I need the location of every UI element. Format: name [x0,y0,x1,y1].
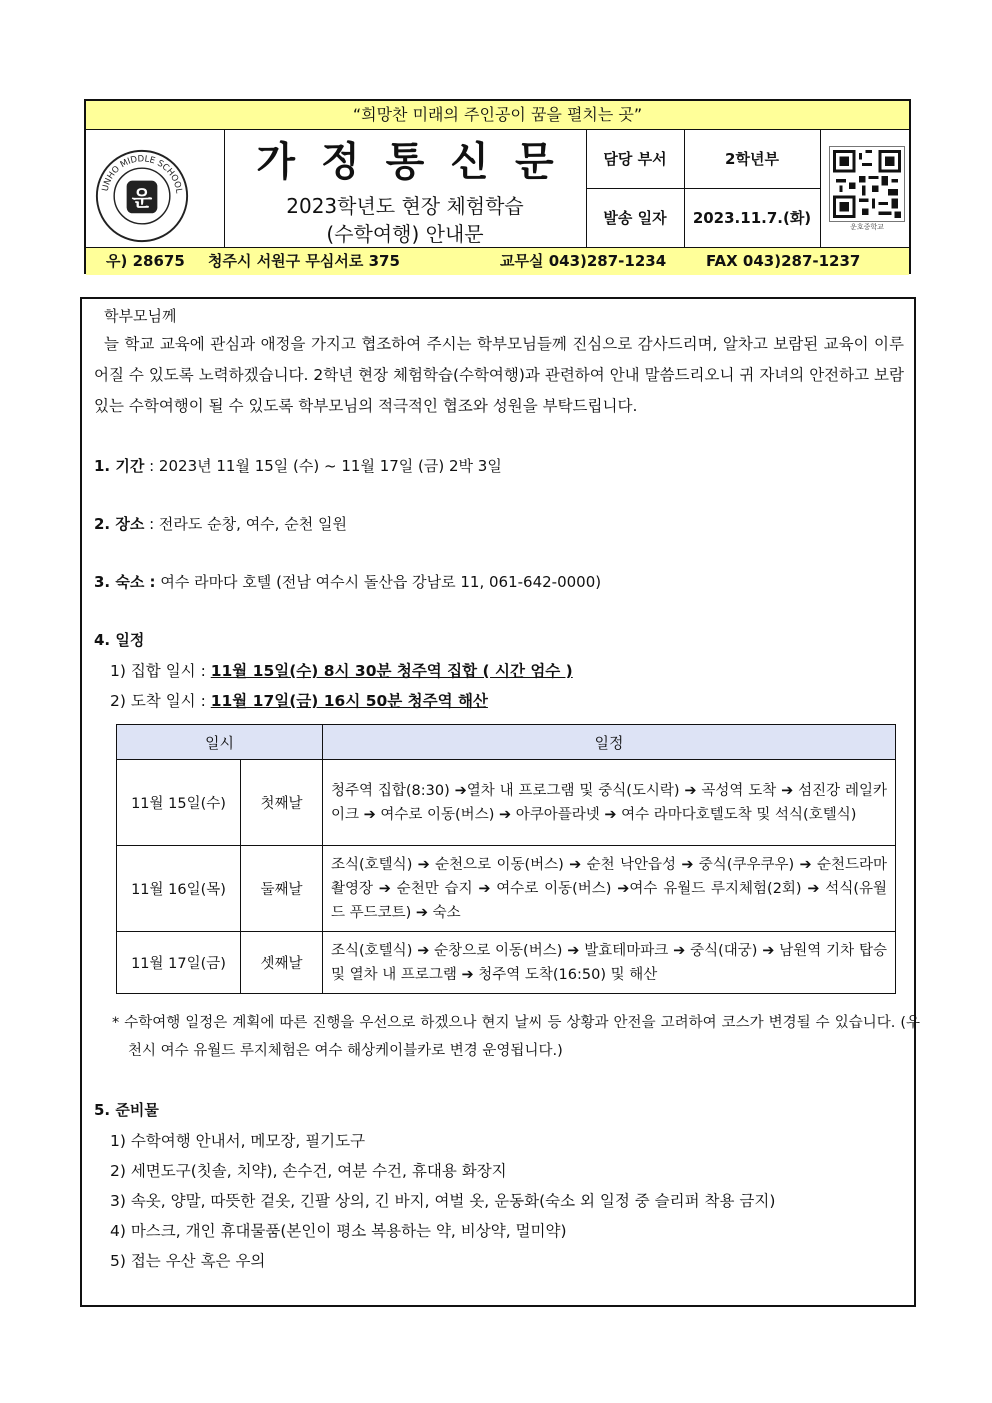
period-value: : 2023년 11월 15일 (수) ~ 11월 17일 (금) 2박 3일 [144,457,502,475]
row-day: 첫째날 [241,760,323,846]
supply-item: 3) 속옷, 양말, 따뜻한 겉옷, 긴팔 상의, 긴 바지, 여벌 옷, 운동화(숙소 외 일정 중 슬리퍼 착용 금지) [110,1192,776,1210]
fax-number: FAX 043)287-1237 [706,252,861,270]
period-label: 1. 기간 [94,457,145,475]
row-plan: 조식(호텔식) ➔ 순창으로 이동(버스) ➔ 발효테마파크 ➔ 중식(대궁) ➔ 남원역 기차 탑승 및 열차 내 프로그램 ➔ 청주역 도착(16:50) 및 해산 [323,932,896,994]
schedule-label: 4. 일정 [94,631,145,649]
newsletter-title: 가정통신문 [256,138,580,185]
schedule-note: * 수학여행 일정은 계획에 따른 진행을 우선으로 하겠으나 현지 날씨 등 상황과 안전을 고려하여 코스가 변경될 수 있습니다. (우천시 여수 유월드 루지체험은 여수 해상케이블카로 변경 운영됩니다.) [112,1015,920,1059]
intro-paragraph: 늘 학교 교육에 관심과 애정을 가지고 협조하여 주시는 학부모님들께 진심으로 감사드리며, 알차고 보람된 교육이 이루어질 수 있도록 노력하겠습니다. 2학년 현장 체험학습(수학여행)과 관련하여 안내 말씀드리오니 귀 자녀의 안전하고 보람 있는 수학여행이 될 수 있도록 학부모님의 적극적인 협조와 성원을 부탁드립니다. [94,335,904,415]
supply-item: 1) 수학여행 안내서, 메모장, 필기도구 [110,1132,366,1150]
dept-label: 담당 부서 [586,130,685,189]
gather-value: 11월 15일(수) 8시 30분 청주역 집합 ( 시간 엄수 ) [210,662,573,680]
gather-time [110,659,573,681]
place-section [94,513,347,534]
table-row [117,932,896,994]
date-value: 2023.11.7.(화) [684,189,821,247]
school-logo [94,148,190,244]
qr-code-icon[interactable] [829,146,905,222]
row-day: 셋째날 [241,932,323,994]
logo-center-char: 운 [131,185,153,211]
col-plan-header: 일정 [323,725,896,760]
office-phone: 교무실 043)287-1234 [500,252,667,270]
lodging-value: 여수 라마다 호텔 (전남 여수시 돌산읍 강남로 11, 061-642-0000) [155,573,602,591]
dept-value: 2학년부 [684,130,821,189]
row-plan: 조식(호텔식) ➔ 순천으로 이동(버스) ➔ 순천 낙안읍성 ➔ 중식(쿠우쿠우) ➔ 순천드라마촬영장 ➔ 순천만 습지 ➔ 여수로 이동(버스) ➔여수 유월드 루지체험(2회) ➔ 석식(유월드 푸드코트) ➔ 숙소 [323,846,896,932]
place-value: : 전라도 순창, 여수, 순천 일원 [144,515,347,533]
subtitle-line1: 2023학년도 현장 체험학습 [286,194,524,218]
arrive-value: 11월 17일(금) 16시 50분 청주역 해산 [210,692,488,710]
supplies-label: 5. 준비물 [94,1101,159,1119]
letter-body [80,297,920,1307]
place-label: 2. 장소 [94,515,145,533]
table-row [117,760,896,846]
row-date: 11월 15일(수) [117,760,241,846]
salutation: 학부모님께 [104,307,177,325]
supplies-heading [94,1099,159,1120]
gather-prefix: 1) 집합 일시 : [110,662,211,680]
street-address: 청주시 서원구 무심서로 375 [208,252,400,270]
newsletter-header [84,99,911,274]
row-date: 11월 17일(금) [117,932,241,994]
qr-caption: 운호중학교 [850,223,884,231]
supply-item: 4) 마스크, 개인 휴대물품(본인이 평소 복용하는 약, 비상약, 멀미약) [110,1222,567,1240]
logo-cell [86,130,225,247]
address-bar [86,248,909,275]
logo-ring-text: UNHO MIDDLE SCHOOL [100,154,184,194]
date-label: 발송 일자 [586,189,685,247]
period-section [94,455,502,476]
table-row [117,846,896,932]
school-slogan: “희망찬 미래의 주인공이 꿈을 펼치는 곳” [86,101,909,130]
header-main [86,130,909,248]
postal-code: 우) 28675 [106,252,185,270]
title-cell [224,130,587,247]
arrive-time [110,689,488,711]
schedule-table [116,724,896,994]
row-plan: 청주역 집합(8:30) ➔열차 내 프로그램 및 중식(도시락) ➔ 곡성역 도착 ➔ 섬진강 레일카이크 ➔ 여수로 이동(버스) ➔ 아쿠아플라넷 ➔ 여수 라마다호텔도착 및 석식(호텔식) [323,760,896,846]
lodging-section [94,571,601,592]
subtitle-line2: (수학여행) 안내문 [326,222,484,246]
row-date: 11월 16일(목) [117,846,241,932]
table-header-row [117,725,896,760]
row-day: 둘째날 [241,846,323,932]
col-date-header: 일시 [117,725,323,760]
lodging-label: 3. 숙소 : [94,573,156,591]
supply-item: 2) 세면도구(칫솔, 치약), 손수건, 여분 수건, 휴대용 화장지 [110,1162,507,1180]
schedule-heading [94,629,144,650]
qr-cell [821,130,909,247]
arrive-prefix: 2) 도착 일시 : [110,692,211,710]
supply-item: 5) 접는 우산 혹은 우의 [110,1252,266,1270]
